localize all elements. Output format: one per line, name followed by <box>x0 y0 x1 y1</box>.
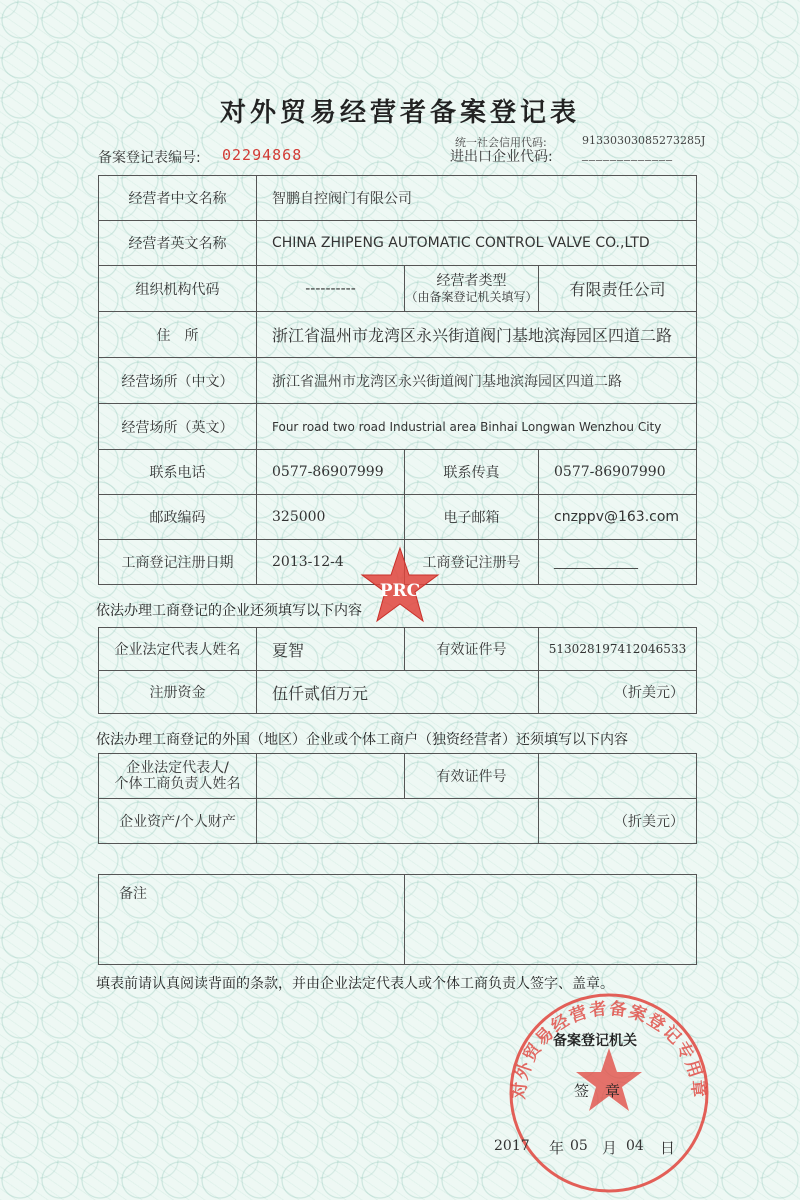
business-registration-number-value: ______________ <box>539 540 697 585</box>
operator-type-value: 有限责任公司 <box>539 266 697 312</box>
footer-note: 填表前请认真阅读背面的条款，并由企业法定代表人或个体工商负责人签字、盖章。 <box>96 976 614 992</box>
legal-rep-value: 夏智 <box>257 628 405 671</box>
table-row <box>99 671 697 714</box>
date-month-unit: 月 <box>602 1139 618 1157</box>
cn-name-label: 经营者中文名称 <box>99 176 257 221</box>
phone-label: 联系电话 <box>99 450 257 495</box>
table-row <box>99 176 697 221</box>
table-row <box>99 266 697 312</box>
address-label: 住 所 <box>99 312 257 358</box>
registration-number: 02294868 <box>222 146 303 164</box>
registration-date-label: 工商登记注册日期 <box>99 540 257 585</box>
table-row <box>99 221 697 266</box>
business-place-en-value: Four road two road Industrial area Binhai Longwan Wenzhou City <box>257 404 697 450</box>
date-day-unit: 日 <box>660 1139 676 1157</box>
id-number-value-2 <box>539 754 697 799</box>
remarks-label: 备注 <box>99 875 405 965</box>
org-code-value: ---------- <box>257 266 405 312</box>
table-row <box>99 875 697 965</box>
registered-capital-value: 伍仟贰佰万元 <box>257 671 539 714</box>
date-year: 2017 <box>494 1138 530 1154</box>
email-label: 电子邮箱 <box>405 495 539 540</box>
date-year-unit: 年 <box>549 1139 565 1157</box>
remarks-value <box>405 875 697 965</box>
document-title: 对外贸易经营者备案登记表 <box>219 98 580 128</box>
registration-number-label: 备案登记表编号: <box>98 150 201 166</box>
section2-heading: 依法办理工商登记的外国（地区）企业或个体工商户（独资经营者）还须填写以下内容 <box>96 732 628 748</box>
prc-star-watermark-icon <box>360 546 440 626</box>
assets-label: 企业资产/个人财产 <box>99 799 257 844</box>
table-row <box>99 628 697 671</box>
id-number-label-2: 有效证件号 <box>405 754 539 799</box>
unified-credit-code-label: 统一社会信用代码: <box>455 136 547 149</box>
rep-name-value <box>257 754 405 799</box>
id-number-label: 有效证件号 <box>405 628 539 671</box>
address-value: 浙江省温州市龙湾区永兴街道阀门基地滨海园区四道二路 <box>257 312 697 358</box>
operator-type-label-line2: （由备案登记机关填写） <box>405 289 538 304</box>
assets-unit: （折美元） <box>539 799 697 844</box>
org-code-label: 组织机构代码 <box>99 266 257 312</box>
table-row <box>99 450 697 495</box>
legal-rep-label: 企业法定代表人姓名 <box>99 628 257 671</box>
importer-code: _____________ <box>582 147 673 161</box>
section1-heading: 依法办理工商登记的企业还须填写以下内容 <box>96 603 362 619</box>
rep-name-label <box>99 754 257 799</box>
en-name-value: CHINA ZHIPENG AUTOMATIC CONTROL VALVE CO.,LTD <box>257 221 697 266</box>
rep-name-label-line2: 个体工商负责人姓名 <box>114 776 241 792</box>
fax-value: 0577-86907990 <box>539 450 697 495</box>
section2-table <box>98 753 697 844</box>
table-row <box>99 358 697 404</box>
postcode-label: 邮政编码 <box>99 495 257 540</box>
table-row <box>99 312 697 358</box>
section1-table <box>98 627 697 714</box>
business-place-cn-value: 浙江省温州市龙湾区永兴街道阀门基地滨海园区四道二路 <box>257 358 697 404</box>
rep-name-label-line1: 企业法定代表人/ <box>126 760 229 776</box>
seal-ring-text: 对外贸易经营者备案登记专用章 <box>509 999 709 1101</box>
operator-type-label-line1: 经营者类型 <box>436 272 507 289</box>
table-row <box>99 404 697 450</box>
phone-value: 0577-86907999 <box>257 450 405 495</box>
date-month: 05 <box>570 1138 588 1154</box>
table-row <box>99 495 697 540</box>
id-number-value: 513028197412046533 <box>539 628 697 671</box>
business-place-en-label: 经营场所（英文） <box>99 404 257 450</box>
table-row <box>99 799 697 844</box>
unified-credit-code: 91330303085273285J <box>582 134 706 147</box>
business-place-cn-label: 经营场所（中文） <box>99 358 257 404</box>
date-day: 04 <box>626 1138 644 1154</box>
remarks-table <box>98 874 697 965</box>
cn-name-value: 智鹏自控阀门有限公司 <box>257 176 697 221</box>
postcode-value: 325000 <box>257 495 405 540</box>
signature-seal-label: 签章 <box>574 1082 637 1100</box>
fax-label: 联系传真 <box>405 450 539 495</box>
assets-value <box>257 799 539 844</box>
importer-code-label: 进出口企业代码: <box>450 149 553 165</box>
email-value: cnzppv@163.com <box>539 495 697 540</box>
business-registration-number-label: 工商登记注册号 <box>405 540 539 585</box>
registration-date-value: 2013-12-4 <box>257 540 405 585</box>
main-info-table <box>98 175 697 585</box>
table-row <box>99 754 697 799</box>
operator-type-label <box>405 266 539 312</box>
capital-unit: （折美元） <box>539 671 697 714</box>
registered-capital-label: 注册资金 <box>99 671 257 714</box>
en-name-label: 经营者英文名称 <box>99 221 257 266</box>
filing-authority-label: 备案登记机关 <box>553 1033 637 1049</box>
prc-watermark-text: PRC <box>379 581 421 601</box>
